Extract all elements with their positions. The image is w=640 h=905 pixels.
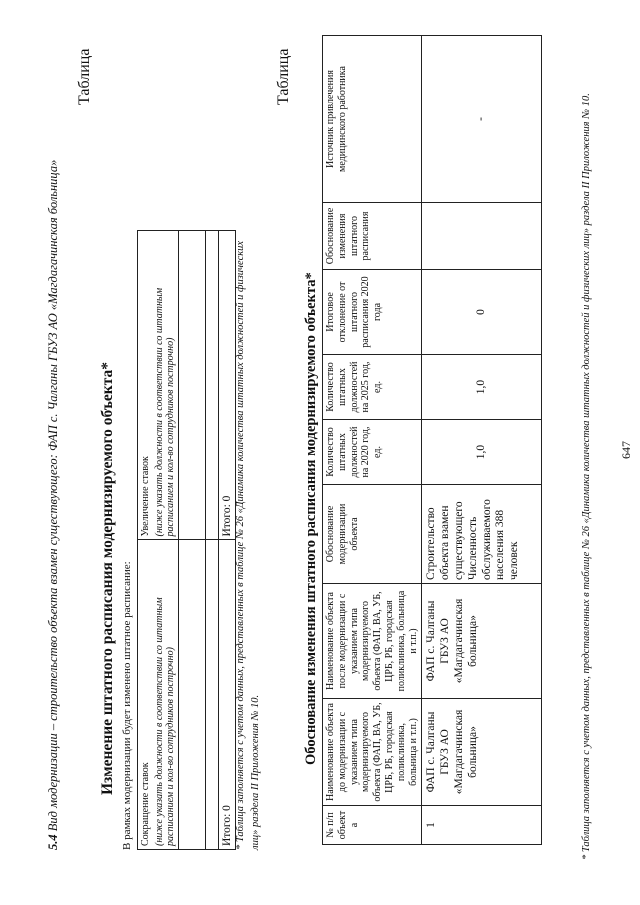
- cell-object-before: ФАП с. Чалганы ГБУЗ АО «Магдагачинская больница»: [422, 699, 542, 806]
- empty-cell: [206, 231, 219, 541]
- cell-deviation: 0: [422, 270, 542, 355]
- section-header: [46, 160, 61, 850]
- increase-note: (ниже указать должности в соответствии со штатным расписанием и кол-во сотрудников построчно): [154, 287, 176, 537]
- section2-footnote: * Таблица заполняется с учетом данных, представленных в таблице № 26 «Динамика количества штатных должностей и физических лиц» раздела II Приложения № 10.: [581, 93, 592, 860]
- reduction-title: Сокращение ставок: [140, 762, 151, 846]
- section2-title: Обоснование изменения штатного расписания модернизируемого объекта*: [303, 272, 319, 765]
- header-staff-2020: Количество штатных должностей на 2020 год, ед.: [323, 420, 422, 485]
- empty-cell: [179, 231, 206, 541]
- total-reduction: Итого: 0: [219, 540, 236, 850]
- total-increase: Итого: 0: [219, 231, 236, 541]
- page-number: 647: [619, 441, 633, 459]
- table-label-1: Таблица: [76, 48, 93, 105]
- header-source: Источник привлечения медицинского работника: [323, 36, 422, 203]
- table-label-2: Таблица: [275, 48, 292, 105]
- header-num: № п/п объект а: [323, 806, 422, 845]
- section1-footnote: * Таблица заполняется с учетом данных, представленных в таблице № 26 «Динамика количества штатных должностей и физических лиц» раздела II Приложения № 10.: [235, 240, 262, 850]
- cell-justification: Строительство объекта взамен существующего Численность обслуживаемого населения 388 человек: [422, 485, 542, 584]
- section-header-text: Вид модернизации – строительство объекта взамен существующего: ФАП с. Чалганы ГБУЗ АО «Магдагачинская больница»: [46, 159, 60, 832]
- increase-title: Увеличение ставок: [140, 456, 151, 537]
- table-header-row: [138, 231, 179, 850]
- empty-cell: [206, 540, 219, 850]
- cell-source: -: [422, 36, 542, 203]
- cell-staff-2025: 1,0: [422, 355, 542, 420]
- increase-header-cell: [138, 231, 179, 541]
- reduction-header-cell: [138, 540, 179, 850]
- empty-cell: [179, 540, 206, 850]
- table-header-row: [323, 36, 422, 845]
- empty-row: [206, 231, 219, 850]
- table-row: [422, 36, 542, 845]
- cell-object-after: ФАП с. Чалганы ГБУЗ АО «Магдагачинская больница»: [422, 584, 542, 699]
- justification-table: [322, 35, 542, 845]
- reduction-note: (ниже указать должности в соответствии со штатным расписанием и кол-во сотрудников построчно): [154, 597, 176, 846]
- header-deviation: Итоговое отклонение от штатного расписания 2020 года: [323, 270, 422, 355]
- header-staff-2025: Количество штатных должностей на 2025 год, ед.: [323, 355, 422, 420]
- cell-staff-2020: 1,0: [422, 420, 542, 485]
- section1-intro: В рамках модернизации будет изменено штатное расписание:: [121, 561, 133, 850]
- cell-change-reason: [422, 203, 542, 270]
- header-object-before: Наименование объекта до модернизации с указанием типа модернизируемого объекта (ФАП, ВА, УБ, ЦРБ, РБ, городская поликлиника, больница и т.п.): [323, 699, 422, 806]
- header-object-after: Наименование объекта после модернизации с указанием типа модернизируемого объекта (ФАП, ВА, УБ, ЦРБ, РБ, городская поликлиника, больница и т.п.): [323, 584, 422, 699]
- header-justification: Обоснование модернизации объекта: [323, 485, 422, 584]
- empty-row: [179, 231, 206, 850]
- cell-num: 1: [422, 806, 542, 845]
- section-number: 5.4: [46, 834, 60, 850]
- header-change-reason: Обоснование изменения штатного расписания: [323, 203, 422, 270]
- staffing-change-table: [137, 230, 236, 850]
- section1-title: Изменение штатного расписания модернизируемого объекта*: [99, 361, 116, 795]
